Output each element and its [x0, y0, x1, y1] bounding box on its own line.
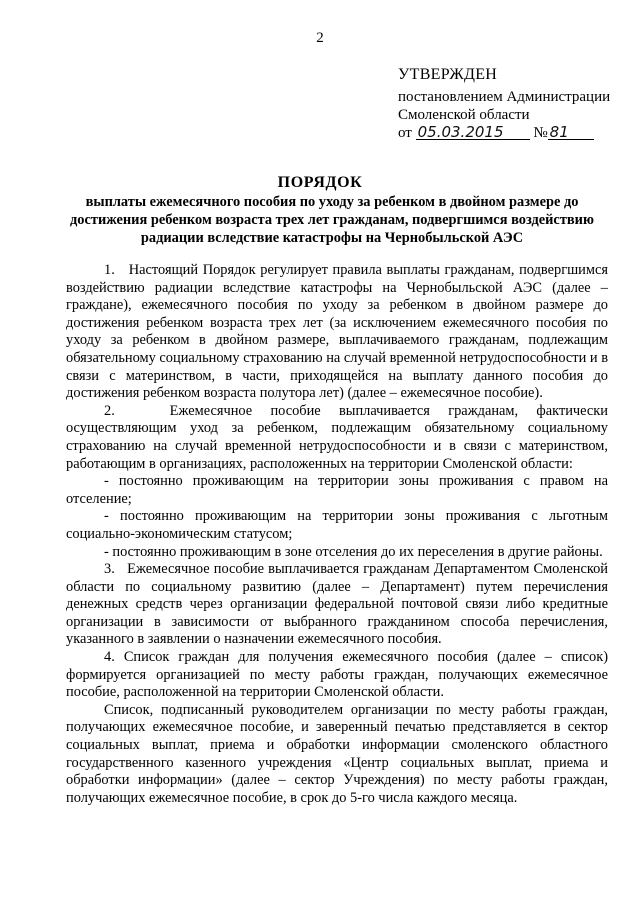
page-number: 2 — [316, 30, 324, 46]
paragraph-3: 3. Ежемесячное пособие выплачивается гражданам Департаментом Смоленской области по социальному развитию (далее – Департамент) путем перечисления денежных средств через организации федеральной почтовой связи либо кредитные организации в зависимости от выбранного гражданином способа перечисления, указанного в заявлении о назначении ежемесячного пособия. — [66, 561, 608, 648]
document-subtitle: выплаты ежемесячного пособия по уходу за ребенком в двойном размере до достижения ребенком возраста трех лет гражданам, подвергшимся воздействию радиации вследствие катастрофы на Чернобыльской АЭС — [70, 194, 594, 246]
handwritten-number: 81 — [548, 125, 594, 140]
paragraph-5: Список, подписанный руководителем организации по месту работы граждан, получающих ежемесячное пособие, и заверенный печатью представляется в сектор социальных выплат, приема и обработки информации смоленского областного государственного казенного учреждения «Центр социальных выплат, приема и обработки информации» (далее – сектор Учреждения) по месту работы граждан, получающих ежемесячное пособие, в срок до 5-го числа каждого месяца. — [66, 701, 608, 806]
document-title: ПОРЯДОК — [277, 174, 363, 191]
number-prefix: № — [533, 125, 548, 141]
approval-line-1: постановлением Администрации — [398, 89, 611, 105]
date-prefix: от — [398, 125, 412, 141]
bullet-item-2: - постоянно проживающим на территории зоны проживания с льготным социально-экономическим статусом; — [66, 508, 608, 542]
paragraph-4: 4. Список граждан для получения ежемесячного пособия (далее – список) формируется организацией по месту работы граждан, получающих ежемесячное пособие, расположенной на территории Смоленской области. — [66, 649, 608, 701]
approval-block — [398, 66, 613, 142]
approval-heading: УТВЕРЖДЕН — [398, 66, 498, 83]
paragraph-2: 2. Ежемесячное пособие выплачивается гражданам, фактически осуществляющим уход за ребенком, подлежащим обязательному социальному страхованию на случай временной нетрудоспособности и в связи с материнством, работающим в организациях, расположенных на территории Смоленской области: — [66, 402, 608, 472]
approval-date-line — [398, 124, 613, 142]
document-body — [66, 262, 608, 807]
paragraph-1: 1. Настоящий Порядок регулирует правила выплаты гражданам, подвергшимся воздействию радиации вследствие катастрофы на Чернобыльской АЭС (далее – граждане), ежемесячного пособия по уходу за ребенком в двойном размере до достижения ребенком возраста трех лет (за исключением ежемесячного пособия по уходу за ребенком в двойном размере, выплачиваемого гражданам, подлежащим обязательному социальному страхованию на случай временной нетрудоспособности и в связи с материнством, в части, приходящейся на выплату данного пособия до достижения ребенком возраста полутора лет) (далее – ежемесячное пособие). — [66, 262, 608, 402]
bullet-item-3: - постоянно проживающим в зоне отселения до их переселения в другие районы. — [104, 543, 603, 560]
approval-line-2: Смоленской области — [398, 107, 530, 123]
handwritten-date: 05.03.2015 — [416, 125, 530, 140]
bullet-item-1: - постоянно проживающим на территории зоны проживания с правом на отселение; — [66, 473, 608, 507]
